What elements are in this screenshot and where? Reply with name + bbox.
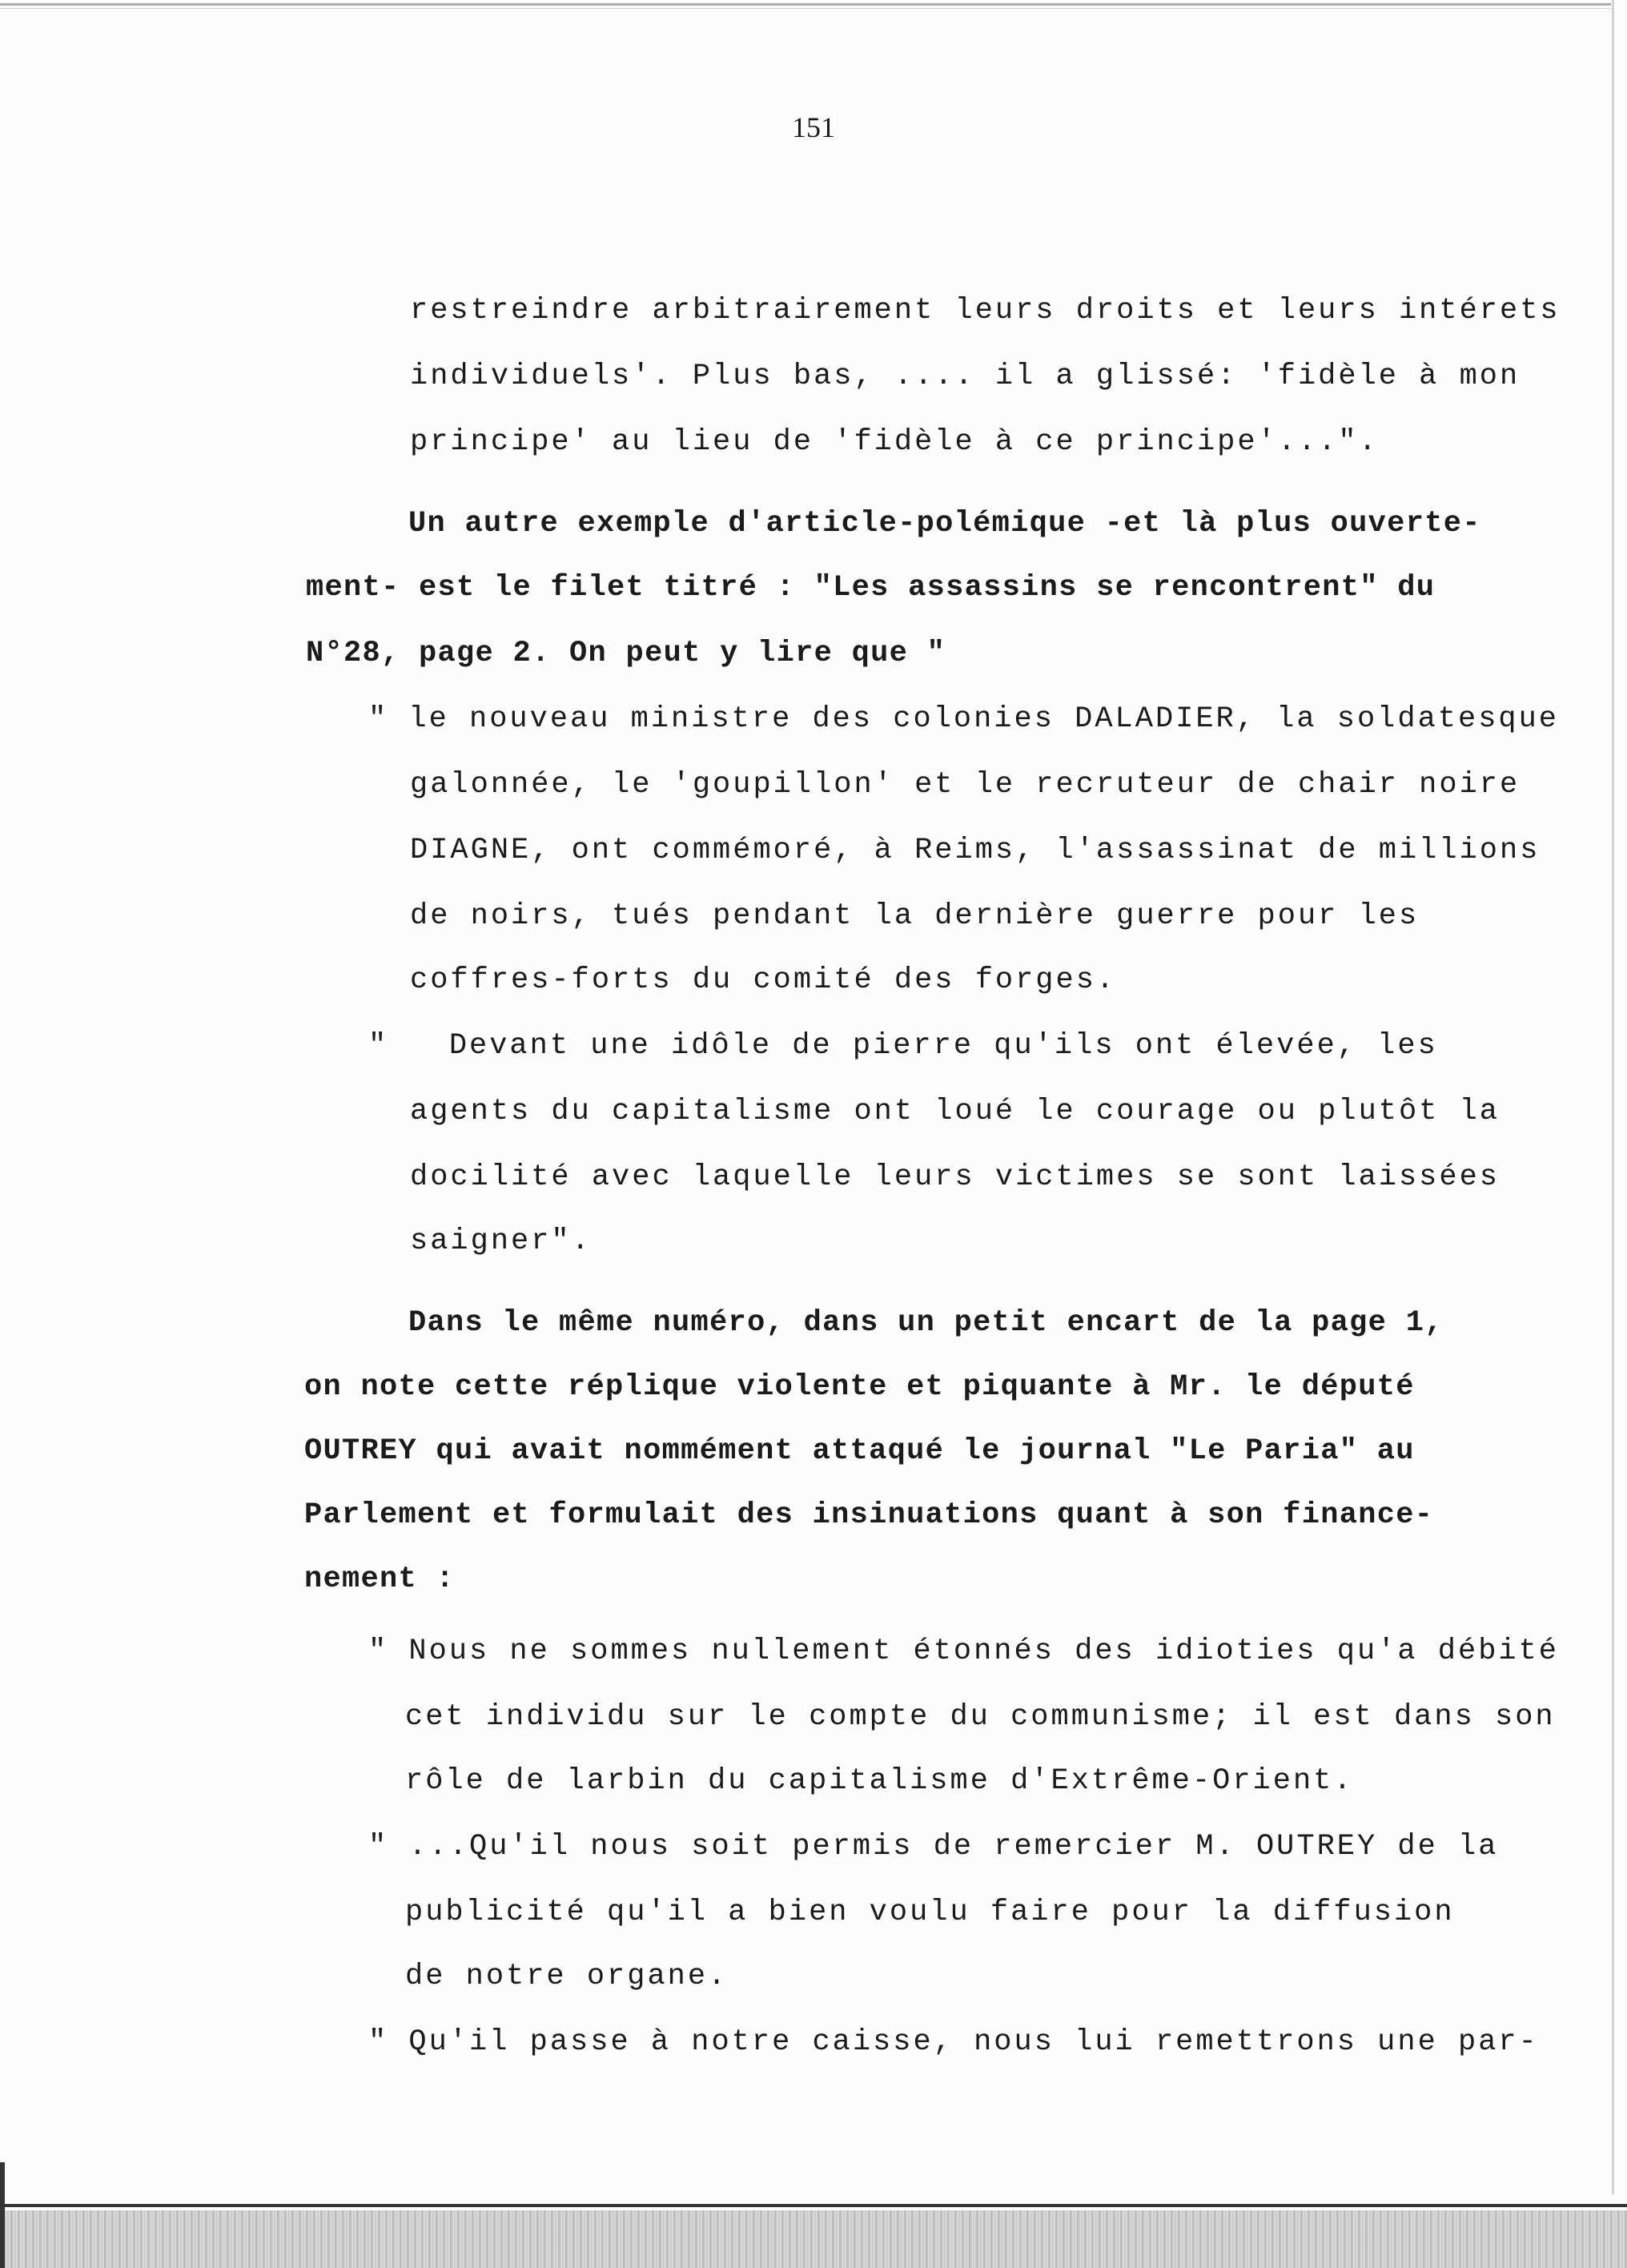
text-line: Un autre exemple d'article-polémique -et là plus ouverte- bbox=[408, 507, 1481, 541]
scan-bottom-band bbox=[0, 2210, 1627, 2268]
text-line: N°28, page 2. On peut y lire que " bbox=[306, 637, 946, 670]
text-line: " le nouveau ministre des colonies DALADIER, la soldatesque bbox=[368, 702, 1560, 736]
text-line: individuels'. Plus bas, .... il a glissé: 'fidèle à mon bbox=[410, 360, 1521, 393]
text-line: de notre organe. bbox=[405, 1960, 729, 1993]
page-number: 151 bbox=[792, 111, 835, 143]
text-line: restreindre arbitrairement leurs droits et leurs intérets bbox=[410, 294, 1561, 328]
scan-right-edge bbox=[1612, 0, 1614, 2194]
text-line: nement : bbox=[304, 1562, 456, 1596]
scan-left-corner bbox=[0, 2162, 5, 2268]
scan-bottom-rule bbox=[0, 2204, 1627, 2207]
text-line: galonnée, le 'goupillon' et le recruteur de chair noire bbox=[410, 768, 1521, 802]
text-line: coffres-forts du comité des forges. bbox=[410, 963, 1117, 997]
text-line: saigner". bbox=[410, 1224, 592, 1258]
text-line: publicité qu'il a bien voulu faire pour la diffusion bbox=[405, 1896, 1455, 1929]
text-line: " Qu'il passe à notre caisse, nous lui remettrons une par- bbox=[368, 2025, 1539, 2059]
scan-top-edge-faint bbox=[0, 8, 1611, 9]
text-line: Parlement et formulait des insinuations quant à son finance- bbox=[304, 1498, 1434, 1532]
text-line: de noirs, tués pendant la dernière guerre pour les bbox=[410, 899, 1420, 933]
text-line: " ...Qu'il nous soit permis de remercier M. OUTREY de la bbox=[368, 1830, 1499, 1864]
text-line: on note cette réplique violente et piquante à Mr. le député bbox=[304, 1370, 1415, 1404]
text-line: Dans le même numéro, dans un petit encart de la page 1, bbox=[408, 1306, 1444, 1340]
text-line: " Nous ne sommes nullement étonnés des idioties qu'a débité bbox=[368, 1635, 1560, 1668]
scan-top-edge bbox=[0, 3, 1611, 6]
text-line: DIAGNE, ont commémoré, à Reims, l'assassinat de millions bbox=[410, 834, 1541, 867]
text-line: docilité avec laquelle leurs victimes se sont laissées bbox=[410, 1160, 1500, 1194]
text-line: OUTREY qui avait nommément attaqué le journal "Le Paria" au bbox=[304, 1434, 1415, 1468]
text-line: " Devant une idôle de pierre qu'ils ont élevée, les bbox=[368, 1029, 1438, 1063]
text-line: ment- est le filet titré : "Les assassins se rencontrent" du bbox=[306, 571, 1436, 605]
text-line: principe' au lieu de 'fidèle à ce principe'...". bbox=[410, 425, 1379, 459]
text-line: agents du capitalisme ont loué le courage ou plutôt la bbox=[410, 1095, 1500, 1128]
text-line: cet individu sur le compte du communisme; il est dans son bbox=[405, 1700, 1556, 1734]
text-line: rôle de larbin du capitalisme d'Extrême-Orient. bbox=[405, 1764, 1354, 1798]
